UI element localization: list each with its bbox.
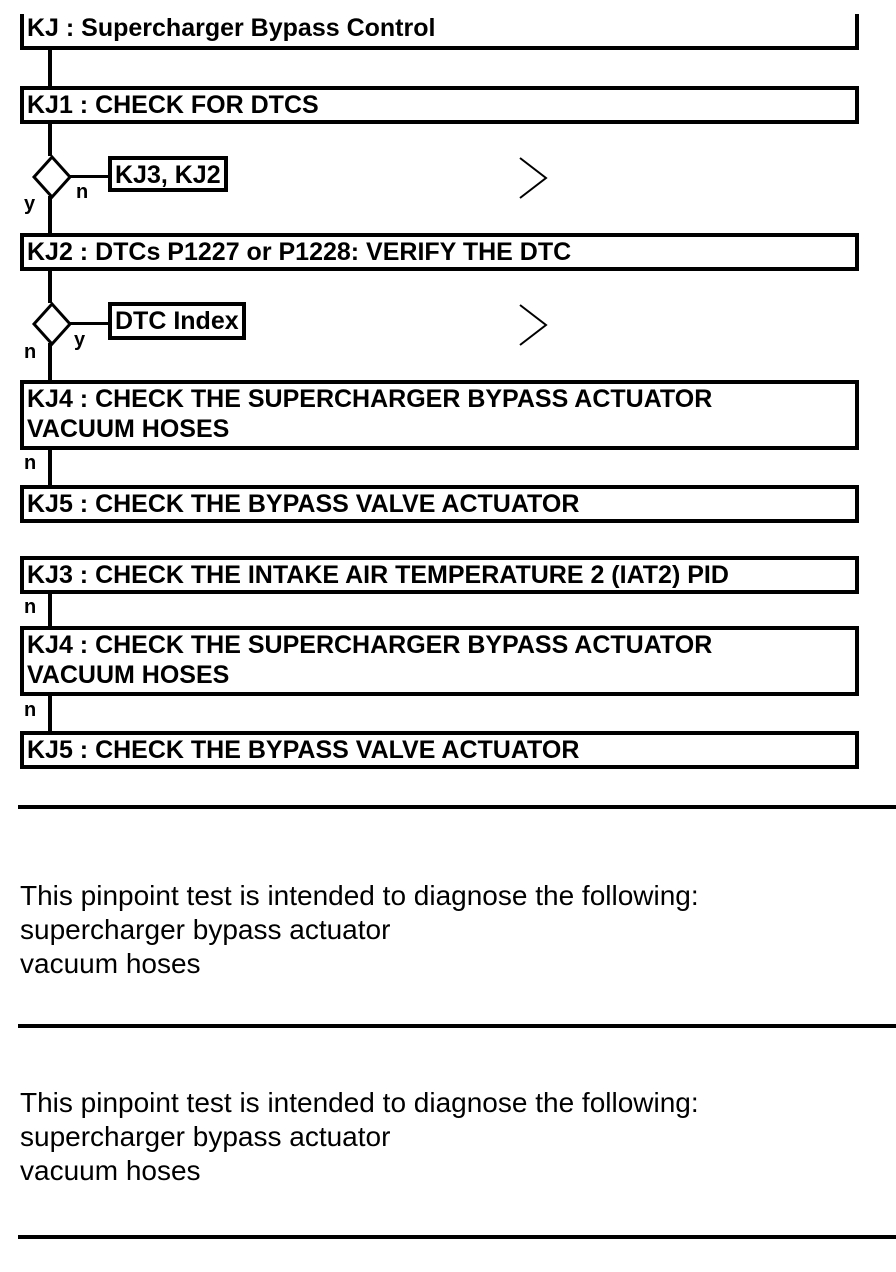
connector-line bbox=[48, 343, 52, 381]
description-item: supercharger bypass actuator bbox=[20, 914, 391, 945]
step-kj3[interactable] bbox=[20, 556, 859, 594]
branch-box-dtc-index[interactable] bbox=[108, 302, 246, 340]
branch-line bbox=[70, 322, 110, 325]
divider bbox=[18, 1235, 896, 1239]
description-intro: This pinpoint test is intended to diagnose the following: bbox=[20, 1087, 699, 1118]
connector-line bbox=[48, 450, 52, 486]
chevron-right-icon[interactable] bbox=[516, 154, 552, 202]
connector-line bbox=[48, 696, 52, 732]
step-kj2[interactable] bbox=[20, 233, 859, 271]
connector-label-n: n bbox=[24, 452, 37, 474]
description-block bbox=[20, 1086, 699, 1188]
connector-line bbox=[48, 594, 52, 627]
step-kj5-label: KJ5 : CHECK THE BYPASS VALVE ACTUATOR bbox=[27, 736, 580, 764]
step-kj5[interactable] bbox=[20, 485, 859, 523]
branch-box-dtc-index-label: DTC Index bbox=[115, 307, 239, 335]
step-kj1-label: KJ1 : CHECK FOR DTCS bbox=[27, 91, 319, 119]
step-kj4-label-line1: KJ4 : CHECK THE SUPERCHARGER BYPASS ACTUATOR bbox=[27, 385, 713, 413]
description-item: vacuum hoses bbox=[20, 948, 201, 979]
divider bbox=[18, 1024, 896, 1028]
step-kj5-label: KJ5 : CHECK THE BYPASS VALVE ACTUATOR bbox=[27, 490, 580, 518]
step-kj3-label: KJ3 : CHECK THE INTAKE AIR TEMPERATURE 2 (IAT2) PID bbox=[27, 561, 729, 589]
flowchart-title bbox=[20, 14, 859, 50]
step-kj2-label: KJ2 : DTCs P1227 or P1228: VERIFY THE DTC bbox=[27, 238, 572, 266]
continue-label-n: n bbox=[24, 341, 37, 363]
branch-line bbox=[70, 175, 110, 178]
step-kj4[interactable] bbox=[20, 380, 859, 450]
step-kj1[interactable] bbox=[20, 86, 859, 124]
connector-line bbox=[48, 196, 52, 234]
decision-diamond-2 bbox=[30, 301, 74, 347]
step-kj4-label-line1: KJ4 : CHECK THE SUPERCHARGER BYPASS ACTUATOR bbox=[27, 631, 713, 659]
branch-label-y: y bbox=[74, 329, 86, 351]
connector-label-n: n bbox=[24, 699, 37, 721]
description-block bbox=[20, 879, 699, 981]
branch-label-n: n bbox=[76, 181, 89, 203]
chevron-right-icon[interactable] bbox=[516, 301, 552, 349]
connector-line bbox=[48, 271, 52, 303]
decision-diamond-1 bbox=[30, 154, 74, 200]
flowchart-title-text: KJ : Supercharger Bypass Control bbox=[27, 14, 436, 42]
divider bbox=[18, 805, 896, 809]
description-intro: This pinpoint test is intended to diagnose the following: bbox=[20, 880, 699, 911]
connector-label-n: n bbox=[24, 596, 37, 618]
description-item: vacuum hoses bbox=[20, 1155, 201, 1186]
continue-label-y: y bbox=[24, 193, 36, 215]
branch-box-kj3-kj2-label: KJ3, KJ2 bbox=[115, 161, 221, 189]
connector-line bbox=[48, 124, 52, 156]
step-kj4-label-line2: VACUUM HOSES bbox=[27, 415, 230, 443]
step-kj4-label-line2: VACUUM HOSES bbox=[27, 661, 230, 689]
step-kj5[interactable] bbox=[20, 731, 859, 769]
branch-box-kj3-kj2[interactable] bbox=[108, 156, 228, 192]
connector-line bbox=[48, 50, 52, 86]
step-kj4[interactable] bbox=[20, 626, 859, 696]
description-item: supercharger bypass actuator bbox=[20, 1121, 391, 1152]
